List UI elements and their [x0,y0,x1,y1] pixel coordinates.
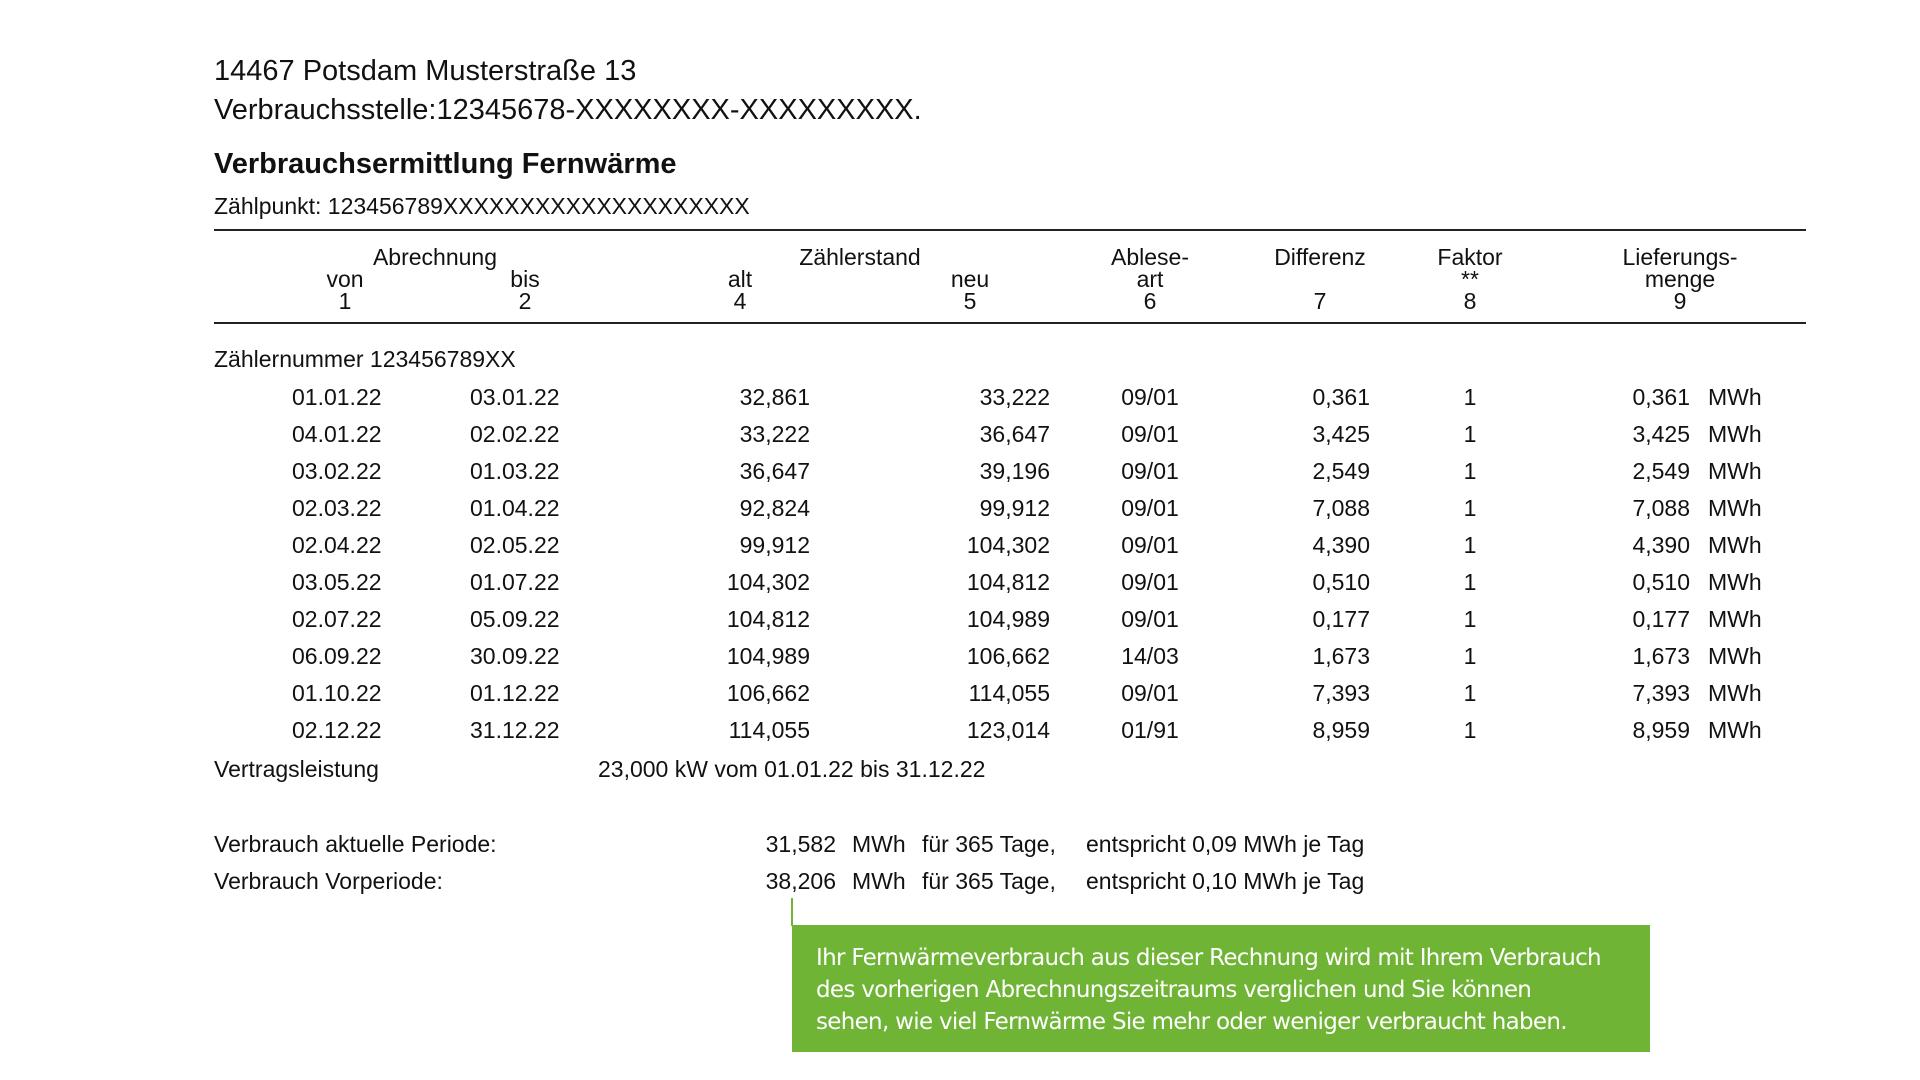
header-num-5: 5 [963,288,977,314]
cell-ableseart: 09/01 [1121,606,1179,632]
cell-unit: MWh [1708,458,1762,484]
cell-von: 04.01.22 [292,421,382,447]
table-row [0,495,1920,532]
header-rule-bottom [214,322,1806,324]
address-line-2: Verbrauchsstelle:12345678-XXXXXXXX-XXXXXXXXX. [214,94,922,126]
cell-ableseart: 14/03 [1121,643,1179,669]
cell-ableseart: 09/01 [1121,421,1179,447]
header-alt: alt [727,266,753,292]
cell-neu: 104,812 [966,569,1050,595]
cell-differenz: 7,393 [1312,680,1370,706]
table-row [0,458,1920,495]
cell-alt: 104,302 [726,569,810,595]
cell-differenz: 3,425 [1312,421,1370,447]
header-faktor: Faktor [1437,244,1503,270]
cell-von: 02.12.22 [292,717,382,743]
cell-von: 06.09.22 [292,643,382,669]
cell-differenz: 1,673 [1312,643,1370,669]
cell-faktor: 1 [1463,495,1477,521]
cell-differenz: 8,959 [1312,717,1370,743]
callout-line-2: des vorherigen Abrechnungszeitraums verglichen und Sie können [816,977,1532,1003]
cell-alt: 32,861 [739,384,810,410]
cell-bis: 05.09.22 [470,606,560,632]
cell-neu: 106,662 [966,643,1050,669]
cell-faktor: 1 [1463,606,1477,632]
cell-von: 02.07.22 [292,606,382,632]
header-neu: neu [950,266,990,292]
cell-neu: 104,989 [966,606,1050,632]
cell-neu: 123,014 [966,717,1050,743]
cell-faktor: 1 [1463,421,1477,447]
header-ableseart-2: art [1136,266,1164,292]
summary-previous-per-day: entspricht 0,10 MWh je Tag [1086,868,1365,894]
cell-menge: 3,425 [1632,421,1690,447]
cell-bis: 01.04.22 [470,495,560,521]
header-faktor-mark: ** [1461,266,1479,292]
cell-ableseart: 09/01 [1121,680,1179,706]
cell-unit: MWh [1708,495,1762,521]
header-abrechnung: Abrechnung [372,244,498,270]
callout-text [816,942,1650,1038]
cell-bis: 02.05.22 [470,532,560,558]
cell-faktor: 1 [1463,384,1477,410]
cell-menge: 7,393 [1632,680,1690,706]
cell-ableseart: 09/01 [1121,384,1179,410]
table-row [0,680,1920,717]
cell-differenz: 0,177 [1312,606,1370,632]
cell-von: 03.05.22 [292,569,382,595]
header-num-8: 8 [1463,288,1477,314]
cell-alt: 99,912 [739,532,810,558]
header-lieferungsmenge-2: menge [1644,266,1716,292]
cell-differenz: 2,549 [1312,458,1370,484]
cell-neu: 33,222 [979,384,1050,410]
cell-bis: 01.03.22 [470,458,560,484]
cell-unit: MWh [1708,384,1762,410]
cell-von: 03.02.22 [292,458,382,484]
header-rule-top [214,229,1806,231]
summary-previous-unit: MWh [852,868,906,894]
cell-menge: 0,361 [1632,384,1690,410]
cell-differenz: 7,088 [1312,495,1370,521]
table-row [0,384,1920,421]
cell-faktor: 1 [1463,569,1477,595]
cell-ableseart: 01/91 [1121,717,1179,743]
cell-bis: 01.12.22 [470,680,560,706]
summary-previous-label: Verbrauch Vorperiode: [214,868,443,894]
cell-bis: 02.02.22 [470,421,560,447]
header-num-6: 6 [1143,288,1157,314]
cell-faktor: 1 [1463,458,1477,484]
cell-menge: 4,390 [1632,532,1690,558]
cell-neu: 104,302 [966,532,1050,558]
summary-current-unit: MWh [852,831,906,857]
summary-previous-value: 38,206 [765,868,836,894]
summary-current-days: für 365 Tage, [922,831,1056,857]
cell-unit: MWh [1708,421,1762,447]
header-num-4: 4 [733,288,747,314]
cell-ableseart: 09/01 [1121,495,1179,521]
cell-bis: 30.09.22 [470,643,560,669]
cell-differenz: 4,390 [1312,532,1370,558]
cell-differenz: 0,510 [1312,569,1370,595]
cell-faktor: 1 [1463,532,1477,558]
table-row [0,532,1920,569]
cell-bis: 31.12.22 [470,717,560,743]
cell-von: 02.04.22 [292,532,382,558]
cell-ableseart: 09/01 [1121,569,1179,595]
cell-neu: 99,912 [979,495,1050,521]
cell-differenz: 0,361 [1312,384,1370,410]
meter-number: Zählernummer 123456789XX [214,346,516,372]
cell-menge: 7,088 [1632,495,1690,521]
cell-alt: 114,055 [728,717,810,743]
cell-alt: 104,989 [726,643,810,669]
table-row [0,421,1920,458]
summary-current-label: Verbrauch aktuelle Periode: [214,831,497,857]
cell-faktor: 1 [1463,643,1477,669]
summary-current-value: 31,582 [765,831,836,857]
zaehlpunkt: Zählpunkt: 123456789XXXXXXXXXXXXXXXXXXXX [214,193,750,219]
cell-alt: 33,222 [739,421,810,447]
cell-unit: MWh [1708,606,1762,632]
callout-line-3: sehen, wie viel Fernwärme Sie mehr oder weniger verbraucht haben. [816,1009,1567,1035]
header-bis: bis [510,266,540,292]
cell-faktor: 1 [1463,680,1477,706]
table-row [0,606,1920,643]
address-line-1: 14467 Potsdam Musterstraße 13 [214,55,637,87]
header-num-2: 2 [518,288,532,314]
cell-neu: 36,647 [979,421,1050,447]
cell-menge: 8,959 [1632,717,1690,743]
cell-neu: 114,055 [968,680,1050,706]
callout-connector [791,898,793,926]
vertragsleistung-label: Vertragsleistung [214,756,379,782]
summary-previous-days: für 365 Tage, [922,868,1056,894]
table-row [0,643,1920,680]
header-von: von [326,266,364,292]
header-lieferungsmenge-1: Lieferungs- [1622,244,1738,270]
cell-menge: 0,177 [1632,606,1690,632]
cell-von: 01.10.22 [292,680,382,706]
table-row [0,717,1920,754]
cell-alt: 36,647 [739,458,810,484]
cell-bis: 01.07.22 [470,569,560,595]
cell-von: 01.01.22 [292,384,382,410]
cell-unit: MWh [1708,680,1762,706]
cell-ableseart: 09/01 [1121,458,1179,484]
cell-alt: 104,812 [726,606,810,632]
cell-unit: MWh [1708,532,1762,558]
cell-alt: 92,824 [739,495,810,521]
cell-von: 02.03.22 [292,495,382,521]
header-num-9: 9 [1673,288,1687,314]
cell-unit: MWh [1708,569,1762,595]
explanation-callout [792,925,1650,1052]
summary-current-per-day: entspricht 0,09 MWh je Tag [1086,831,1365,857]
header-differenz: Differenz [1274,244,1366,270]
table-row [0,569,1920,606]
cell-menge: 0,510 [1632,569,1690,595]
header-zaehlerstand: Zählerstand [799,244,921,270]
callout-line-1: Ihr Fernwärmeverbrauch aus dieser Rechnung wird mit Ihrem Verbrauch [816,945,1601,971]
cell-neu: 39,196 [979,458,1050,484]
header-num-1: 1 [338,288,352,314]
cell-faktor: 1 [1463,717,1477,743]
section-title: Verbrauchsermittlung Fernwärme [214,148,677,180]
cell-menge: 1,673 [1632,643,1690,669]
cell-bis: 03.01.22 [470,384,560,410]
header-ableseart-1: Ablese- [1111,244,1189,270]
cell-alt: 106,662 [726,680,810,706]
header-num-7: 7 [1313,288,1327,314]
cell-unit: MWh [1708,717,1762,743]
vertragsleistung-value: 23,000 kW vom 01.01.22 bis 31.12.22 [598,756,986,782]
cell-menge: 2,549 [1632,458,1690,484]
cell-unit: MWh [1708,643,1762,669]
cell-ableseart: 09/01 [1121,532,1179,558]
